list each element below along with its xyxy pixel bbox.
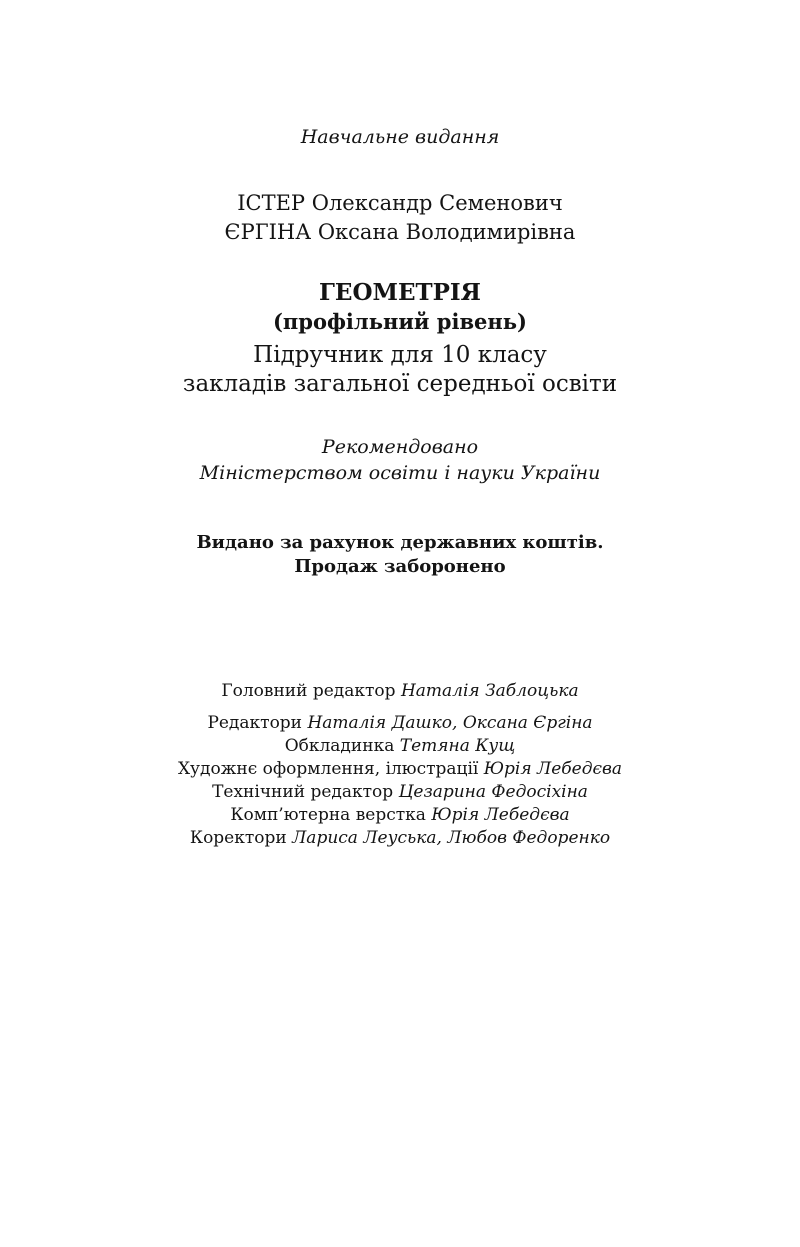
- book-subtitle: (профільний рівень): [273, 309, 527, 334]
- credit-names: Тетяна Кущ: [399, 736, 516, 756]
- credit-names: Наталія Заблоцька: [400, 681, 579, 701]
- credit-illustrations: [0, 761, 800, 778]
- credit-names: Юрія Лебедєва: [431, 805, 570, 825]
- author-1: ІСТЕР Олександр Семенович: [237, 191, 563, 215]
- credit-role: Головний редактор: [221, 681, 396, 701]
- credit-names: Наталія Дашко, Оксана Єргіна: [307, 713, 593, 733]
- credit-layout: [0, 807, 800, 824]
- credit-role: Технічний редактор: [212, 782, 394, 802]
- book-title: ГЕОМЕТРІЯ: [319, 279, 481, 306]
- credit-role: Комп’ютерна верстка: [230, 805, 426, 825]
- credit-role: Коректори: [189, 828, 287, 848]
- credit-editors: [0, 715, 800, 732]
- sale-prohibited-notice: Продаж заборонено: [294, 556, 506, 577]
- credit-cover: [0, 738, 800, 755]
- credit-names: Юрія Лебедєва: [483, 759, 623, 779]
- book-description-line-1: Підручник для 10 класу: [253, 342, 547, 368]
- credit-role: Редактори: [207, 713, 303, 733]
- edition-type: Навчальне видання: [300, 126, 500, 148]
- recommendation-line-2: Міністерством освіти і науки України: [199, 462, 601, 484]
- book-description-line-2: закладів загальної середньої освіти: [182, 371, 618, 397]
- recommendation-line-1: Рекомендовано: [321, 436, 479, 458]
- credit-proofreaders: [0, 830, 800, 847]
- credit-role: Художнє оформлення, ілюстрації: [177, 759, 479, 779]
- funding-notice: Видано за рахунок державних коштів.: [196, 532, 604, 553]
- credit-technical-editor: [0, 784, 800, 801]
- credit-names: Цезарина Федосіхіна: [398, 782, 588, 802]
- credit-chief-editor: [0, 683, 800, 700]
- author-2: ЄРГІНА Оксана Володимирівна: [224, 220, 576, 244]
- credit-names: Лариса Леуська, Любов Федоренко: [292, 828, 611, 848]
- credit-role: Обкладинка: [284, 736, 395, 756]
